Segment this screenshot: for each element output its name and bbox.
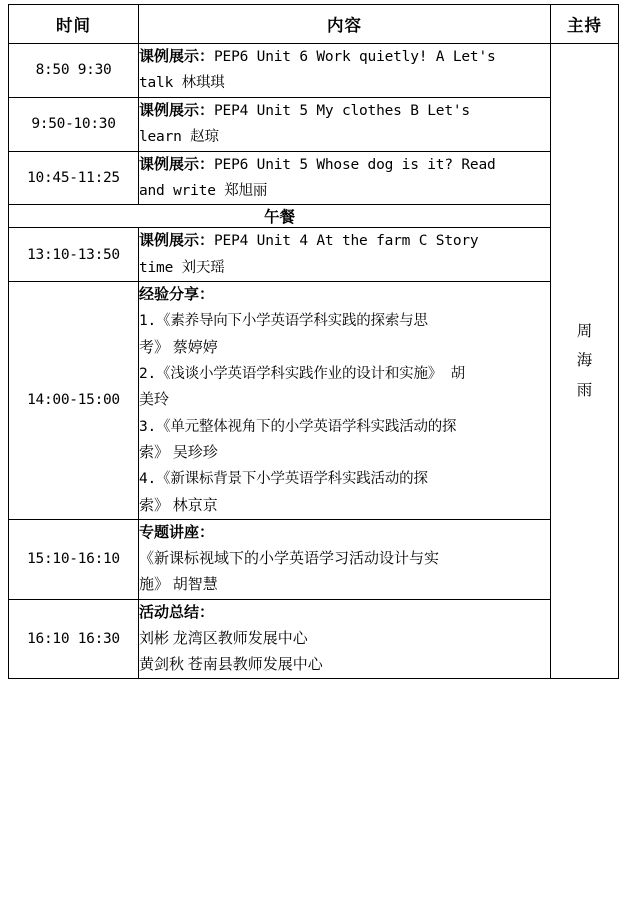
content-text: talk 林琪琪 [139,75,225,92]
content-text: 《新课标视域下的小学英语学习活动设计与实 [139,551,440,567]
row-content [139,97,551,151]
row-content-line [139,308,550,334]
content-text: 考》 蔡婷婷 [139,339,218,356]
content-text: learn 赵琼 [139,129,219,146]
row-content [139,599,551,679]
row-time: 9:50-10:30 [9,97,139,151]
row-content-line [139,335,550,361]
row-content-line [139,152,550,178]
row-time: 10:45-11:25 [9,151,139,205]
host-char-2: 雨 [576,381,593,399]
row-time: 8:50 9:30 [9,44,139,98]
content-text: PEP6 Unit 5 Whose dog is it? Read [214,156,496,173]
content-text: 1.《素养导向下小学英语学科实践的探索与思 [139,313,428,330]
content-label: 专题讲座： [139,524,215,541]
content-label: 经验分享： [139,287,215,303]
column-header-content: 内容 [139,5,551,44]
content-text: 3.《单元整体视角下的小学英语学科实践活动的探 [139,418,457,435]
row-content-line [139,440,550,466]
table-row [9,519,619,599]
row-time: 16:10 16:30 [9,599,139,679]
host-char-0: 周 [576,322,593,340]
row-content-line [139,178,550,204]
row-content-line [139,124,550,150]
row-content-line [139,98,550,124]
row-content-line [139,414,550,440]
content-text: 施》 胡智慧 [139,577,218,594]
row-content-line [139,361,550,387]
content-text: PEP4 Unit 4 At the farm C Story [214,233,479,250]
row-content [139,228,551,282]
row-content-line [139,626,550,652]
content-text: 4.《新课标背景下小学英语学科实践活动的探 [139,471,428,488]
content-text: 索》 林京京 [139,497,218,514]
lunch-label: 午餐 [9,205,551,228]
table-row [9,44,619,98]
content-text: PEP6 Unit 6 Work quietly! A Let's [214,49,496,65]
row-content [139,44,551,98]
content-label: 课例展示： [139,49,215,65]
row-content-line [139,228,550,254]
row-content-line [139,466,550,492]
row-content-line [139,70,550,96]
table-header-row [9,5,619,44]
content-label: 活动总结： [139,604,215,621]
row-time: 15:10-16:10 [9,519,139,599]
row-time: 14:00-15:00 [9,282,139,520]
content-text: 刘彬 龙湾区教师发展中心 [139,630,308,647]
content-label: 课例展示： [139,102,215,119]
schedule-table [8,4,619,679]
row-content [139,151,551,205]
row-content-line [139,387,550,413]
content-text: and write 郑旭丽 [139,182,268,199]
column-header-time: 时间 [9,5,139,44]
table-row [9,151,619,205]
table-row [9,282,619,520]
table-row [9,599,619,679]
row-content-line [139,282,550,308]
row-content [139,282,551,520]
row-content-line [139,255,550,281]
content-text: 美玲 [139,392,170,409]
table-row [9,97,619,151]
host-cell [551,44,619,679]
row-time: 13:10-13:50 [9,228,139,282]
content-text: 黄剑秋 苍南县教师发展中心 [139,657,323,673]
row-content-line [139,44,550,70]
column-header-host: 主持 [551,5,619,44]
row-content-line [139,600,550,626]
lunch-row [9,205,619,228]
content-text: 索》 吴珍珍 [139,444,218,461]
content-text: 2.《浅谈小学英语学科实践作业的设计和实施》 胡 [139,365,465,382]
content-label: 课例展示： [139,233,215,250]
row-content-line [139,572,550,598]
row-content-line [139,520,550,546]
content-label: 课例展示： [139,156,215,173]
row-content [139,519,551,599]
host-char-1: 海 [576,352,593,370]
row-content-line [139,546,550,572]
table-row [9,228,619,282]
row-content-line [139,493,550,519]
content-text: PEP4 Unit 5 My clothes B Let's [214,102,470,119]
content-text: time 刘天瑶 [139,259,225,276]
row-content-line [139,652,550,678]
